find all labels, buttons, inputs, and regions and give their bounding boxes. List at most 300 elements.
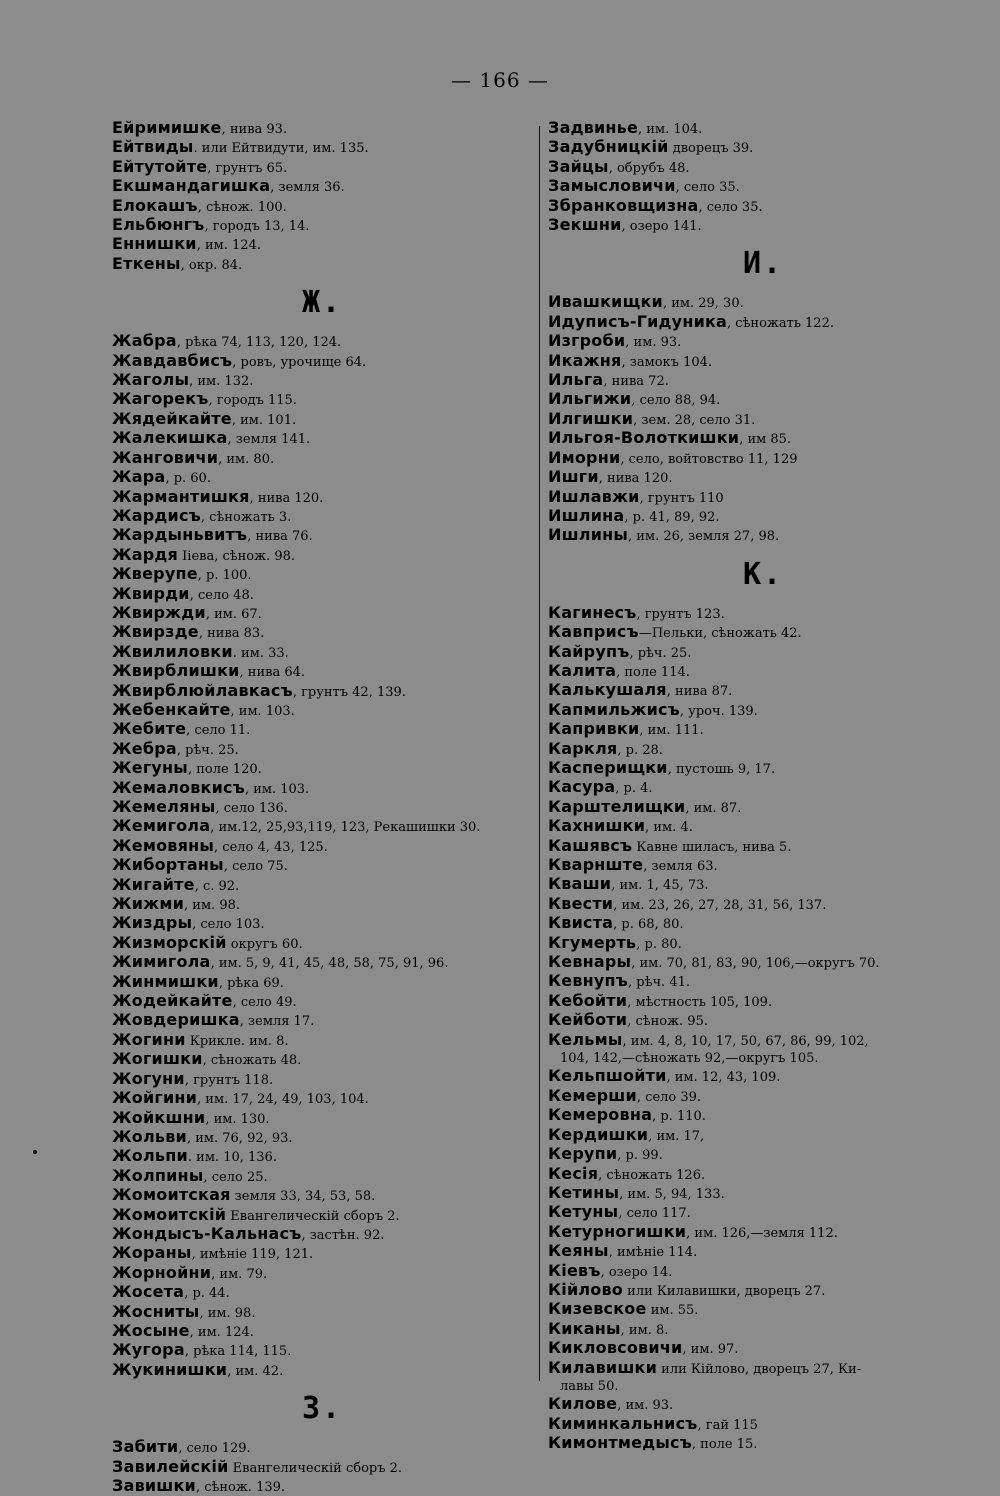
entry-description: , сѣножать 48. (202, 1053, 302, 1069)
entry-description: , им. 101. (231, 412, 297, 428)
entry-description: , село, войтовство 11, 129 (620, 451, 798, 467)
index-entry (548, 507, 978, 526)
index-entry (112, 798, 532, 817)
entry-name: Кіевъ (548, 1260, 601, 1280)
index-entry (548, 856, 978, 875)
entry-name: Жемигола (112, 816, 211, 836)
index-entry (112, 177, 532, 196)
index-entry (548, 740, 978, 759)
index-entry (548, 914, 978, 933)
index-entry (112, 468, 532, 487)
index-entry (112, 429, 532, 448)
entry-description: , городъ 115. (208, 393, 297, 409)
index-entry (548, 681, 978, 700)
entry-name: Килавишки (548, 1357, 658, 1377)
index-entry (112, 138, 532, 157)
index-entry (112, 1206, 532, 1225)
entry-description: , рѣч. 41. (628, 975, 690, 991)
index-entry (112, 565, 532, 584)
index-entry (112, 1147, 532, 1166)
entry-description: , рѣка 74, 113, 120, 124. (176, 335, 342, 351)
entry-name: Збранковщизна (548, 195, 699, 215)
entry-description: , им.12, 25,93,119, 123, Рекашишки 30. (210, 820, 481, 836)
index-entry (112, 197, 532, 216)
index-entry (112, 856, 532, 875)
section-letter-z: З. (301, 1391, 343, 1427)
entry-name: Жогуни (112, 1068, 185, 1088)
entry-name: Жавдавбисъ (112, 350, 233, 370)
index-entry (548, 1050, 978, 1067)
index-entry (112, 701, 532, 720)
entries-group-z-left (112, 1438, 532, 1496)
entry-description: , им. 87. (685, 800, 742, 816)
entry-description: Крикле. им. 8. (185, 1033, 289, 1049)
entry-name: Жебра (112, 738, 177, 758)
entries-group-k (548, 604, 978, 1454)
index-entry (112, 1050, 532, 1069)
entry-name: Ейримишке (112, 118, 222, 137)
index-entry (112, 817, 532, 836)
index-entry (112, 1264, 532, 1283)
entry-name: Ивашкищки (548, 292, 663, 312)
entries-group-zh (112, 332, 532, 1380)
index-entry (548, 1106, 978, 1125)
entry-description: , им. 8. (620, 1322, 669, 1338)
entry-name: Жара (112, 467, 166, 487)
entry-description: , имѣніе 119, 121. (191, 1247, 314, 1263)
index-entry (112, 1128, 532, 1147)
entry-description: , грунтъ 65. (207, 160, 288, 176)
entry-name: Жибортаны (112, 855, 224, 875)
entry-description: , им. 124. (189, 1324, 254, 1340)
entry-name: Жвирздe (112, 622, 199, 642)
entry-description: , им. 26, земля 27, 98. (628, 529, 780, 545)
index-entry (112, 623, 532, 642)
index-entry (548, 701, 978, 720)
entry-description: , им. 42. (227, 1363, 284, 1379)
index-entry (112, 488, 532, 507)
entry-description: , застѣн. 92. (301, 1227, 385, 1243)
index-entry (112, 779, 532, 798)
index-entry (548, 1145, 978, 1164)
entry-name: Еткены (112, 253, 181, 273)
entry-name: Ельбюнгъ (112, 215, 205, 235)
index-entry (112, 662, 532, 681)
entry-name: Кельмы (548, 1029, 623, 1049)
index-entry (548, 1281, 978, 1300)
entry-description: , им 85. (739, 432, 792, 448)
entry-description: , им. 12, 43, 109. (666, 1070, 781, 1086)
entry-description: , поле 120. (187, 762, 262, 778)
entry-name: Жядейкайте (112, 408, 232, 428)
index-entry (548, 488, 978, 507)
entry-name: Керупи (548, 1144, 618, 1164)
index-entry (548, 332, 978, 351)
entry-description: , им. 80. (218, 451, 275, 467)
entry-description: , земля 141. (227, 432, 311, 448)
index-entry (548, 1067, 978, 1086)
entry-name: Кейботи (548, 1010, 628, 1030)
index-entry (112, 1011, 532, 1030)
entry-description: , земля 17. (239, 1014, 315, 1030)
index-entry (548, 1262, 978, 1281)
entry-description: , им. 79. (211, 1266, 268, 1282)
entry-description: , грунтъ 42, 139. (292, 684, 406, 700)
entry-name: Ишлина (548, 505, 625, 525)
entry-name: Жемаловкисъ (112, 777, 245, 797)
entry-description: . им. 33. (232, 645, 289, 661)
entry-description: , им. 103. (230, 703, 295, 719)
entry-name: Кевнупъ (548, 971, 629, 991)
entry-name: Жосета (112, 1282, 185, 1302)
entry-description: , им. 1, 45, 73. (611, 878, 709, 894)
index-entry (112, 720, 532, 739)
entry-name: Жверупе (112, 564, 198, 584)
index-entry (112, 759, 532, 778)
index-entry (112, 604, 532, 623)
entry-name: Килове (548, 1394, 618, 1414)
entry-name: Жинмишки (112, 971, 219, 991)
index-entry (112, 1167, 532, 1186)
index-entry (112, 1361, 532, 1380)
entry-description: , р. 41, 89, 92. (624, 509, 720, 525)
entry-name: Ишги (548, 467, 599, 487)
entry-description: , замокъ 104. (621, 354, 713, 370)
entry-name: Зекшни (548, 215, 622, 235)
entry-description: , р. 68, 80. (613, 917, 684, 933)
entry-description: , городъ 13, 14. (204, 219, 310, 235)
entry-description: , село 48. (189, 587, 254, 603)
entry-description: , сѣнож. 139. (195, 1480, 286, 1495)
entry-name: Жвилиловки (112, 641, 233, 661)
entry-description: , озеро 14. (600, 1264, 673, 1280)
entry-description: , село 49. (232, 995, 297, 1011)
index-entry (112, 352, 532, 371)
entry-description: , р. 100. (197, 568, 252, 584)
index-entry (548, 778, 978, 797)
entry-name: Елокашъ (112, 195, 198, 215)
index-entry (548, 972, 978, 991)
entry-description: , село 103. (192, 917, 265, 933)
entry-name: Жардисъ (112, 505, 201, 525)
index-entry (548, 1320, 978, 1339)
entry-description: , им. 67. (205, 606, 262, 622)
entry-name: Жвирблюйлавкасъ (112, 680, 293, 700)
entry-name: Касперищки (548, 757, 668, 777)
index-entry (112, 585, 532, 604)
entry-name: Ишлавжи (548, 486, 640, 506)
index-entry (112, 158, 532, 177)
entry-description: , им. 132. (189, 374, 254, 390)
entry-name: Ишлины (548, 525, 629, 545)
index-entry (548, 1300, 978, 1319)
entry-name: Жольви (112, 1126, 187, 1146)
entry-description: , село 11. (186, 723, 251, 739)
index-entry (548, 449, 978, 468)
entry-description: , рѣч. 25. (629, 645, 692, 661)
index-entry (112, 449, 532, 468)
index-entry (548, 1395, 978, 1414)
entry-name: Квиста (548, 913, 614, 933)
entry-description: , им. 93. (617, 1398, 674, 1414)
entry-name: Жосыне (112, 1320, 190, 1340)
entry-description: , сѣнож. 100. (197, 199, 287, 215)
entry-description: , им. 5, 94, 133. (619, 1186, 725, 1202)
entry-name: Жегуны (112, 758, 188, 778)
index-entry (548, 759, 978, 778)
index-entry (548, 371, 978, 390)
index-entry (112, 1186, 532, 1205)
entry-name: Кагинесъ (548, 602, 637, 622)
entry-name: Жолпины (112, 1165, 204, 1185)
entry-description: , им. 93. (625, 335, 682, 351)
entries-group-z-right (548, 119, 978, 235)
index-entry (548, 1378, 978, 1395)
entry-description: , им. 4, 8, 10, 17, 50, 67, 86, 99, 102, (622, 1033, 869, 1049)
index-entry (548, 158, 978, 177)
entry-name: Жемовяны (112, 835, 215, 855)
entry-name: Жугора (112, 1340, 185, 1360)
index-entry (548, 1359, 978, 1378)
section-letter-zh: Ж. (301, 285, 343, 321)
entry-name: Калькушаля (548, 680, 667, 700)
index-entry (548, 1242, 978, 1261)
entry-description: , им. 124. (196, 238, 261, 254)
index-entry (548, 1031, 978, 1050)
entry-description: , имѣніе 114. (608, 1245, 698, 1261)
entry-description: , им. 4. (645, 820, 693, 836)
entry-description: , уроч. 139. (679, 703, 758, 719)
entry-name: Жойгини (112, 1088, 198, 1108)
entry-description: , им. 98. (184, 898, 240, 914)
index-entry (112, 526, 532, 545)
entry-description: , село 4, 43, 125. (214, 839, 328, 855)
entry-name: Ильга (548, 370, 604, 390)
entry-name: Жодейкайте (112, 991, 233, 1011)
entry-description: Iiева, сѣнож. 98. (178, 548, 295, 564)
entry-name: Кетины (548, 1182, 620, 1202)
index-entry (548, 992, 978, 1011)
entry-name: Жармантишкя (112, 486, 250, 506)
entry-description: , грунтъ 123. (636, 606, 725, 622)
entry-name: Жовдеришка (112, 1010, 240, 1030)
entry-name: Кетуны (548, 1202, 619, 1222)
entry-name: Ильгоя-Волоткишки (548, 428, 740, 448)
entry-description: , нива 64. (239, 665, 306, 681)
entry-description: , нива 83. (198, 626, 265, 642)
entry-description: округъ 60. (226, 936, 303, 952)
entry-description: , гай 115 (697, 1417, 758, 1433)
index-entry (548, 429, 978, 448)
entry-name: Кикловсовичи (548, 1338, 683, 1358)
index-entry (548, 953, 978, 972)
index-entry (112, 371, 532, 390)
entry-description: , сѣножать 122. (727, 315, 834, 331)
entry-name: Изгроби (548, 331, 626, 351)
entry-description: или Килавишки, дворецъ 27. (623, 1283, 826, 1299)
entry-name: Кердишки (548, 1124, 649, 1144)
entry-description: , поле 15. (691, 1437, 758, 1453)
entry-name: Кебойти (548, 990, 628, 1010)
entry-name: Идуписъ-Гидуника (548, 311, 728, 331)
index-entry (548, 1165, 978, 1184)
index-entry (112, 1031, 532, 1050)
index-entry (548, 604, 978, 623)
entry-name: Жвиржди (112, 602, 206, 622)
entry-description: дворецъ 39. (668, 141, 754, 157)
index-entry (548, 352, 978, 371)
entry-description: , им. 103. (244, 781, 310, 797)
entry-description: , окр. 84. (180, 257, 243, 273)
entry-name: Жанговичи (112, 447, 219, 467)
entry-description: , нива 120. (249, 490, 324, 506)
index-entry (548, 119, 978, 138)
section-letter-k: К. (742, 556, 784, 592)
entry-description: , им. 97. (682, 1342, 739, 1358)
entry-description: , село 136. (215, 801, 288, 816)
entry-name: Каркля (548, 738, 618, 758)
entry-description: , село 39. (636, 1089, 702, 1105)
index-entry (112, 1244, 532, 1263)
entry-name: Ейтвиды (112, 137, 194, 157)
index-entry (112, 682, 532, 701)
entry-description: , р. 110. (652, 1109, 706, 1125)
entry-description: , поле 114. (616, 664, 690, 680)
entry-description: , р. 80. (636, 936, 682, 952)
entry-name: Замысловичи (548, 176, 676, 196)
index-entry (112, 1070, 532, 1089)
index-entry (112, 390, 532, 409)
index-entry (548, 1434, 978, 1453)
entry-description: , им. 23, 26, 27, 28, 31, 56, 137. (613, 897, 827, 913)
index-entry (112, 837, 532, 856)
entry-description: , мѣстность 105, 109. (627, 994, 773, 1010)
entry-description: , нива 87. (666, 684, 733, 700)
entry-name: Кемеровна (548, 1105, 653, 1125)
entry-description: , рѣч. 25. (176, 742, 239, 758)
entry-name: Ейтутойте (112, 156, 208, 176)
index-entry (112, 643, 532, 662)
entry-name: Жольпи (112, 1146, 188, 1166)
entry-description: , р. 99. (617, 1148, 663, 1164)
index-entry (112, 953, 532, 972)
section-letter-i: И. (742, 246, 784, 282)
entry-name: Кетурногишки (548, 1221, 687, 1241)
index-entry (112, 1341, 532, 1360)
stray-ink-dot (33, 1150, 37, 1154)
entry-description: Кавне шиласъ, нива 5. (632, 839, 792, 855)
entry-name: Киминкальнисъ (548, 1413, 698, 1433)
entry-name: Жорнойни (112, 1262, 212, 1282)
entry-description: —Пельки, сѣножать 42. (638, 626, 802, 642)
index-entry (548, 1011, 978, 1030)
entry-name: Кеяны (548, 1241, 609, 1261)
entry-name: Калита (548, 660, 617, 680)
entry-description: , село 117. (618, 1206, 691, 1222)
entry-name: Жизморскій (112, 932, 227, 952)
entry-description: , рѣка 69. (218, 975, 284, 991)
entry-description: , нива 93. (221, 122, 288, 137)
index-entry (112, 546, 532, 565)
entry-name: Жагорекъ (112, 389, 209, 409)
entry-description: , земля 63. (643, 859, 718, 874)
index-entry (548, 875, 978, 894)
index-entry (548, 526, 978, 545)
entry-description: , р. 4. (615, 781, 653, 797)
index-entry (548, 1126, 978, 1145)
entry-description: , с. 92. (194, 878, 240, 894)
entry-description: , им. 98. (199, 1305, 256, 1321)
entry-description: , зем. 28, село 31. (633, 412, 756, 428)
index-entry (548, 817, 978, 836)
entry-description: , обрубъ 48. (608, 160, 690, 176)
entry-name: Жвирди (112, 583, 190, 603)
entry-description: лавы 50. (560, 1378, 619, 1394)
entry-name: Задвинье (548, 118, 639, 137)
index-entry (548, 390, 978, 409)
entry-description: 104, 142,—сѣножать 92,—округъ 105. (560, 1051, 819, 1067)
entry-name: Карштелищки (548, 796, 686, 816)
entry-name: Жабра (112, 331, 177, 351)
page-number: — 166 — (451, 68, 549, 92)
entry-description: , им. 111. (639, 723, 704, 739)
entry-description: , село 35. (675, 180, 740, 196)
entry-name: Кизевское (548, 1299, 647, 1319)
entry-name: Кевнары (548, 952, 632, 972)
entry-description: , грунтъ 110 (639, 490, 724, 506)
entry-name: Жаголы (112, 370, 190, 390)
entry-name: Жижми (112, 894, 185, 914)
entry-description: , р. 60. (165, 471, 211, 487)
entry-description: , сѣнож. 95. (627, 1014, 708, 1030)
index-entry (548, 468, 978, 487)
index-entry (548, 895, 978, 914)
right-column (548, 119, 978, 1454)
index-entry (112, 1438, 532, 1457)
entry-name: Жвирблишки (112, 661, 240, 681)
index-entry (112, 740, 532, 759)
entry-name: Жигайте (112, 874, 195, 894)
index-entry (112, 332, 532, 351)
entry-name: Кварнште (548, 855, 644, 874)
entry-name: Жондысъ-Кальнасъ (112, 1223, 302, 1243)
entry-name: Жардыньвитъ (112, 525, 248, 545)
entry-description: или Кійлово, дворецъ 27, Ки- (657, 1361, 862, 1377)
entry-name: Жиздры (112, 913, 193, 933)
entry-name: Жосниты (112, 1301, 200, 1321)
index-entry (112, 914, 532, 933)
entry-description: , ровъ, урочище 64. (232, 354, 367, 370)
index-entry (548, 138, 978, 157)
entry-description: , им. 17, 24, 49, 103, 104. (197, 1092, 369, 1108)
index-entry (112, 1322, 532, 1341)
index-entry (548, 643, 978, 662)
entry-description: , село 129. (178, 1441, 251, 1457)
index-entry (112, 410, 532, 429)
entry-name: Кійлово (548, 1279, 624, 1299)
entry-name: Жогини (112, 1029, 186, 1049)
index-entry (112, 1225, 532, 1244)
entry-name: Кемерши (548, 1085, 637, 1105)
entry-description: , им. 130. (205, 1111, 270, 1127)
entry-name: Зайцы (548, 156, 609, 176)
entry-description: Евангелическій сборъ 2. (228, 1460, 403, 1476)
index-entry (112, 973, 532, 992)
index-entry (548, 1339, 978, 1358)
entry-name: Жебенкайте (112, 699, 231, 719)
entry-name: Забити (112, 1437, 179, 1457)
index-entry (548, 1203, 978, 1222)
